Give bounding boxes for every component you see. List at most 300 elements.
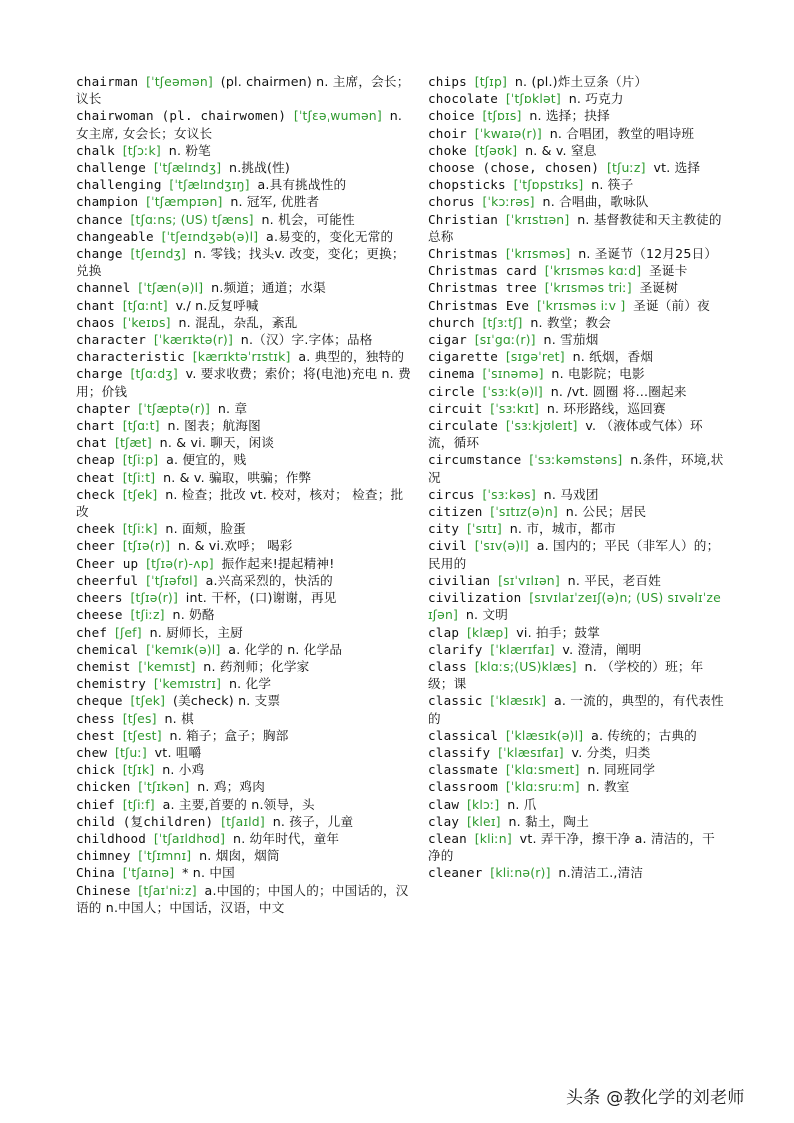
headword: chemical [76,641,139,657]
phonetic: [ˈkrɪsməs] [505,246,571,262]
headword: classroom [428,779,499,795]
vocab-entry [76,727,412,744]
headword: China [76,865,115,881]
phonetic: [ˈsɪv(ə)l] [474,538,529,554]
vocab-entry [428,813,724,830]
phonetic: [ˈkeɪɒs] [122,314,171,330]
phonetic: [tʃes] [122,710,157,726]
headword: chant [76,297,115,313]
vocab-entry [428,727,724,744]
vocab-entry [76,796,412,813]
definition: (pl. chairmen) n. 主席，会长；议长 [76,74,410,107]
vocab-entry [76,193,412,210]
headword: choke [428,142,467,158]
phonetic: [ˈklæsɪk] [490,693,547,709]
phonetic: [ˈtʃaɪnə] [122,865,175,881]
definition: n. 检查；批改 vt. 校对，核对； 检查；批改 [76,486,404,520]
left-column [76,73,412,916]
headword: circumstance [428,452,522,468]
headword: child (复children) [76,813,214,829]
headword: chew [76,744,108,760]
headword: cigar [428,332,467,348]
phonetic: [ˈkrɪsməs iːv ] [536,297,626,313]
definition: n.清洁工.,清洁 [558,865,644,881]
phonetic: [tʃɜːtʃ] [482,314,523,330]
phonetic: [ˈsɪnəmə] [482,366,544,382]
phonetic: [ˈkemɪstrɪ] [153,676,222,692]
headword: chapter [76,400,131,416]
headword: chocolate [428,91,499,107]
phonetic: [ˈkrɪstɪən] [505,211,570,227]
vocab-entry [428,176,724,193]
vocab-entry [428,624,724,641]
headword: cinema [428,366,475,382]
vocab-entry [76,692,412,709]
vocab-entry [76,761,412,778]
phonetic: [tʃɪə(r)-ʌp] [146,555,214,571]
definition: n. 图表；航海图 [167,418,261,434]
headword: characteristic [76,349,185,365]
headword: classic [428,693,483,709]
vocab-entry [76,589,412,606]
definition: n. 奶酪 [172,607,215,623]
headword: check [76,486,115,502]
phonetic: [ˈtʃeəmən] [146,74,213,89]
definition: n. /vt. 圆圈 将…圈起来 [550,383,687,399]
definition: n. 筷子 [591,177,634,193]
phonetic: [ˈklæsɪk(ə)l] [505,727,584,743]
vocab-entry [428,778,724,795]
headword: chemistry [76,676,147,692]
headword: cheque [76,693,123,709]
phonetic: [klɑːs;(US)klæs] [474,658,577,674]
vocab-entry [428,451,724,485]
headword: Christian [428,211,499,227]
phonetic: [ˈklɑːsmeɪt] [505,762,580,778]
definition: vt. 弄干净，擦干净 a. 清洁的，干净的 [428,830,715,864]
phonetic: [tʃuː] [114,744,147,760]
phonetic: [ˈsɜːkəmstəns] [529,452,623,468]
vocab-entry [76,572,412,589]
definition: n. 化学 [228,676,272,692]
definition: n. 箱子；盒子；胸部 [169,727,289,743]
definition: n. 机会，可能性 [261,211,355,227]
headword: cheers [76,590,123,606]
vocab-entry [76,813,412,830]
definition: n. 基督教徒和天主教徒的总称 [428,211,722,244]
phonetic: [ˈkwaɪə(r)] [474,125,542,141]
vocab-entry [76,314,412,331]
definition: n. 黏土，陶土 [508,813,590,829]
definition: n. & vi.欢呼； 喝彩 [178,538,293,554]
vocab-entry [428,159,724,176]
definition: 圣诞（前）夜 [633,297,710,313]
vocab-entry [76,417,412,434]
phonetic: [tʃɪp] [474,74,508,89]
headword: circle [428,383,475,399]
definition: v. 澄清，阐明 [562,641,642,657]
definition: n. 烟囱，烟筒 [199,848,280,864]
headword: chess [76,710,115,726]
phonetic: [tʃek] [130,693,166,709]
phonetic: [tʃɑːt] [122,418,160,434]
headword: cheap [76,452,115,468]
definition: n. 教堂；教会 [530,314,611,330]
phonetic: [tʃest] [122,727,162,743]
definition: n. 文明 [465,607,509,623]
vocab-entry [76,331,412,348]
definition: n. 纸烟，香烟 [572,349,654,365]
phonetic: [ˈtʃaɪldhʊd] [153,830,226,846]
definition: * n. 中国 [182,865,235,881]
vocab-entry [76,279,412,296]
vocab-entry [76,778,412,795]
definition: v. （液体或气体）环流，循环 [428,418,703,451]
headword: Christmas card [428,263,537,279]
headword: cheerful [76,572,139,588]
definition: n. （学校的）班；年级；课 [428,658,704,692]
vocab-entry [76,847,412,864]
definition: vt. 咀嚼 [154,744,202,760]
headword: claw [428,796,460,812]
vocab-entry [428,331,724,348]
vocab-entry [428,503,724,520]
definition: n.频道；通道；水渠 [211,280,326,296]
definition: n. (pl.)炸土豆条（片） [514,74,648,89]
headword: chest [76,727,115,743]
phonetic: [ˈtʃɛəˌwumən] [293,108,382,124]
phonetic: [ˈtʃɪəfʊl] [146,572,198,588]
phonetic: [kærɪktəˈrɪstɪk] [192,349,291,365]
headword: chaos [76,314,115,330]
vocab-entry [428,142,724,159]
vocab-entry [76,73,412,107]
phonetic: [ˈtʃælɪndʒɪŋ] [169,177,250,193]
vocab-entry [76,710,412,727]
phonetic: [ˈkrɪsməs triː] [544,280,632,296]
vocab-entry [428,297,724,314]
phonetic: [ˈsɜːkəs] [482,486,536,502]
headword: chimney [76,848,131,864]
definition: a. 便宜的，贱 [166,452,247,468]
vocab-entry [428,658,724,692]
vocab-entry [428,107,724,124]
vocab-entry [428,193,724,210]
headword: childhood [76,830,147,846]
vocab-entry [428,400,724,417]
phonetic: [ˈsɪtɪ] [466,521,502,537]
phonetic: [tʃɪə(r)] [122,538,171,554]
phonetic: [ˈkærɪktə(r)] [153,332,233,348]
definition: n. 幼年时代，童年 [233,830,340,846]
vocab-entry [76,400,412,417]
vocab-entry [428,365,724,382]
phonetic: [ˈtʃɪkən] [138,779,190,795]
phonetic: [ˈtʃæptə(r)] [138,400,211,416]
headword: civilization [428,590,522,606]
definition: a.中国的；中国人的；中国话的，汉语的 n.中国人；中国话，汉语，中文 [76,882,409,915]
phonetic: [kliːn] [474,830,512,846]
definition: a. 典型的，独特的 [298,349,405,365]
vocab-entry [76,297,412,314]
headword: circuit [428,400,483,416]
headword: chart [76,418,115,434]
phonetic: [ˈkrɪsməs kɑːd] [544,263,642,279]
definition: n. 冠军, 优胜者 [230,194,320,210]
headword: chat [76,435,108,451]
headword: channel [76,280,131,296]
headword: cheat [76,469,115,485]
headword: cheek [76,521,115,537]
headword: circulate [428,418,499,434]
headword: clap [428,624,460,640]
vocab-entry [428,486,724,503]
vocab-entry [76,451,412,468]
vocab-entry [76,245,412,279]
headword: chorus [428,194,475,210]
vocab-entry [76,211,412,228]
phonetic: [ˈsɪtɪz(ə)n] [490,504,558,520]
definition: a.具有挑战性的 [257,177,347,193]
vocab-entry [76,348,412,365]
phonetic: [tʃek] [122,486,158,502]
headword: civilian [428,572,491,588]
headword: choir [428,125,467,141]
headword: champion [76,194,139,210]
vocab-entry [428,692,724,726]
phonetic: [ʃef] [114,624,142,640]
headword: chief [76,796,115,812]
vocab-entry [428,245,724,262]
definition: (美check) n. 支票 [172,693,281,709]
definition: n. 棋 [164,710,194,726]
phonetic: [sɪˈgɑː(r)] [474,332,536,348]
vocab-entry [76,365,412,399]
vocab-entry [428,211,724,245]
headword: challenge [76,160,147,176]
phonetic: [ˈklærɪfaɪ] [490,641,555,657]
headword: change [76,246,123,262]
definition: n. & vi. 聊天，闲谈 [159,435,275,451]
definition: n. 巧克力 [568,91,624,107]
definition: n. 厨师长，主厨 [149,624,243,640]
phonetic: [tʃeɪndʒ] [130,246,187,262]
phonetic: [ˈklæsɪfaɪ] [498,744,564,760]
definition: int. 干杯，(口)谢谢，再见 [185,590,337,606]
phonetic: [sɪvɪlaɪˈzeɪʃ(ə)n; (US) sɪvəlɪˈzeɪʃən] [428,590,721,623]
vocab-entry [76,606,412,623]
vocab-entry [76,882,412,916]
vocab-entry [428,314,724,331]
phonetic: [tʃiːk] [122,521,158,537]
vocab-entry [76,520,412,537]
phonetic: [ˈtʃæmpɪən] [146,194,223,210]
headword: cheer [76,538,115,554]
definition: v. 要求收费；索价；将(电池)充电 n. 费用；价钱 [76,366,411,399]
vocab-entry [428,830,724,864]
phonetic: [tʃaɪld] [221,813,265,829]
phonetic: [ˈklɑːsruːm] [505,779,580,795]
vocab-entry [76,142,412,159]
vocab-entry [428,864,724,881]
vocab-entry [76,744,412,761]
phonetic: [tʃiːf] [122,796,155,812]
headword: circus [428,486,475,502]
vocab-entry [428,417,724,451]
definition: n. 合唱团，教堂的唱诗班 [549,125,695,141]
vocab-entry [76,486,412,520]
phonetic: [klæp] [466,624,509,640]
definition: a.兴高采烈的，快活的 [205,572,333,588]
vocab-entry [428,520,724,537]
vocab-entry [76,624,412,641]
headword: class [428,658,467,674]
headword: Cheer up [76,555,139,571]
vocab-entry [76,107,412,141]
vocab-entry [76,159,412,176]
phonetic: [tʃɔːk] [122,142,161,158]
right-column [428,73,724,882]
definition: n. 女主席, 女会长；女议长 [76,108,403,141]
phonetic: [tʃiːz] [130,607,165,623]
vocab-entry [428,537,724,571]
definition: n. 圣诞节（12月25日） [578,246,718,262]
watermark: 头条 @教化学的刘老师 [566,1088,745,1108]
definition: n. 面颊，脸蛋 [165,521,246,537]
vocab-entry [76,228,412,245]
definition: n. 环形路线，巡回赛 [546,400,666,416]
headword: charge [76,366,123,382]
headword: chef [76,624,108,640]
headword: choice [428,108,475,124]
phonetic: [ˈtʃɒklət] [505,91,561,107]
headword: Christmas tree [428,280,537,296]
definition: 圣诞卡 [649,263,688,279]
definition: n. 药剂师；化学家 [203,658,310,674]
vocab-entry [76,675,412,692]
phonetic: [tʃɪə(r)] [130,590,178,606]
vocab-entry [428,641,724,658]
headword: character [76,332,147,348]
vocab-entry [428,796,724,813]
definition: n. & v. 窒息 [525,142,597,158]
headword: clean [428,830,467,846]
phonetic: [sɪgəˈret] [505,349,565,365]
definition: n. 同班同学 [587,762,656,778]
phonetic: [ˈtʃɪmnɪ] [138,848,192,864]
phonetic: [tʃɑːns; (US) tʃæns] [130,211,254,227]
phonetic: [tʃɒɪs] [482,108,522,124]
phonetic: [kleɪ] [466,813,501,829]
headword: cheese [76,607,123,623]
vocab-entry [76,434,412,451]
definition: v. 分类，归类 [571,744,651,760]
definition: v./ n.反复呼喊 [175,297,259,313]
vocab-entry [76,176,412,193]
headword: civil [428,538,467,554]
definition: vi. 拍手；鼓掌 [516,624,600,640]
phonetic: [tʃɑːnt] [122,297,168,313]
vocab-entry [428,589,724,623]
definition: a. 化学的 n. 化学品 [228,641,343,657]
definition: n. 电影院；电影 [551,366,645,382]
phonetic: [ˈsɜːkjʊleɪt] [505,418,578,434]
headword: classical [428,727,499,743]
definition: n. 平民，老百姓 [567,572,662,588]
phonetic: [ˈkemɪst] [138,658,196,674]
definition: n. 合唱曲，歌咏队 [542,194,649,210]
headword: chips [428,74,467,89]
headword: classmate [428,762,499,778]
vocab-entry [428,572,724,589]
vocab-entry [428,348,724,365]
definition: a. 主要,首要的 n.领导，头 [162,796,315,812]
headword: chick [76,762,115,778]
definition: vt. 选择 [653,160,701,176]
vocab-entry [76,658,412,675]
definition: n. 孩子，儿童 [272,813,354,829]
phonetic: [tʃiːt] [122,469,156,485]
headword: clay [428,813,460,829]
definition: n. 鸡；鸡肉 [197,779,265,795]
vocab-entry [428,761,724,778]
definition: n. 马戏团 [543,486,599,502]
definition: n. 雪茄烟 [543,332,599,348]
phonetic: [ˈkɔːrəs] [482,194,535,210]
headword: Christmas Eve [428,297,530,313]
vocab-entry [76,641,412,658]
vocab-entry [76,469,412,486]
vocab-entry [428,383,724,400]
definition: n. 公民；居民 [565,504,647,520]
phonetic: [klɔː] [466,796,500,812]
headword: city [428,521,460,537]
phonetic: [ˈkemɪk(ə)l] [146,641,221,657]
phonetic: [ˈsɜːkɪt] [490,400,540,416]
phonetic: [ˈtʃæn(ə)l] [138,280,204,296]
vocab-entry [76,830,412,847]
definition: 圣诞树 [639,280,678,296]
vocab-entry [76,537,412,554]
definition: n. 章 [217,400,248,416]
definition: n. & v. 骗取，哄骗；作弊 [163,469,312,485]
definition: n. 市，城市，都市 [509,521,616,537]
definition: a. 一流的，典型的，有代表性的 [428,693,724,726]
phonetic: [ˈtʃælɪndʒ] [153,160,222,176]
vocab-entry [428,744,724,761]
headword: cigarette [428,349,499,365]
vocab-entry [76,864,412,881]
vocab-entry [428,90,724,107]
headword: chemist [76,658,131,674]
vocab-entry [428,73,724,90]
phonetic: [tʃɑːdʒ] [130,366,178,382]
definition: n. 爪 [507,796,537,812]
vocab-entry [428,125,724,142]
headword: Chinese [76,882,131,898]
definition: n. 混乱，杂乱，紊乱 [178,314,298,330]
definition: n. 粉笔 [168,142,211,158]
headword: changeable [76,228,154,244]
definition: 振作起来!提起精神! [221,555,335,571]
definition: n.挑战(性) [229,160,291,176]
headword: chairman [76,74,139,89]
phonetic: [tʃɪk] [122,762,155,778]
phonetic: [ˈtʃeɪndʒəb(ə)l] [161,228,259,244]
vocab-entry [76,555,412,572]
vocab-entry [428,262,724,279]
headword: challenging [76,177,162,193]
